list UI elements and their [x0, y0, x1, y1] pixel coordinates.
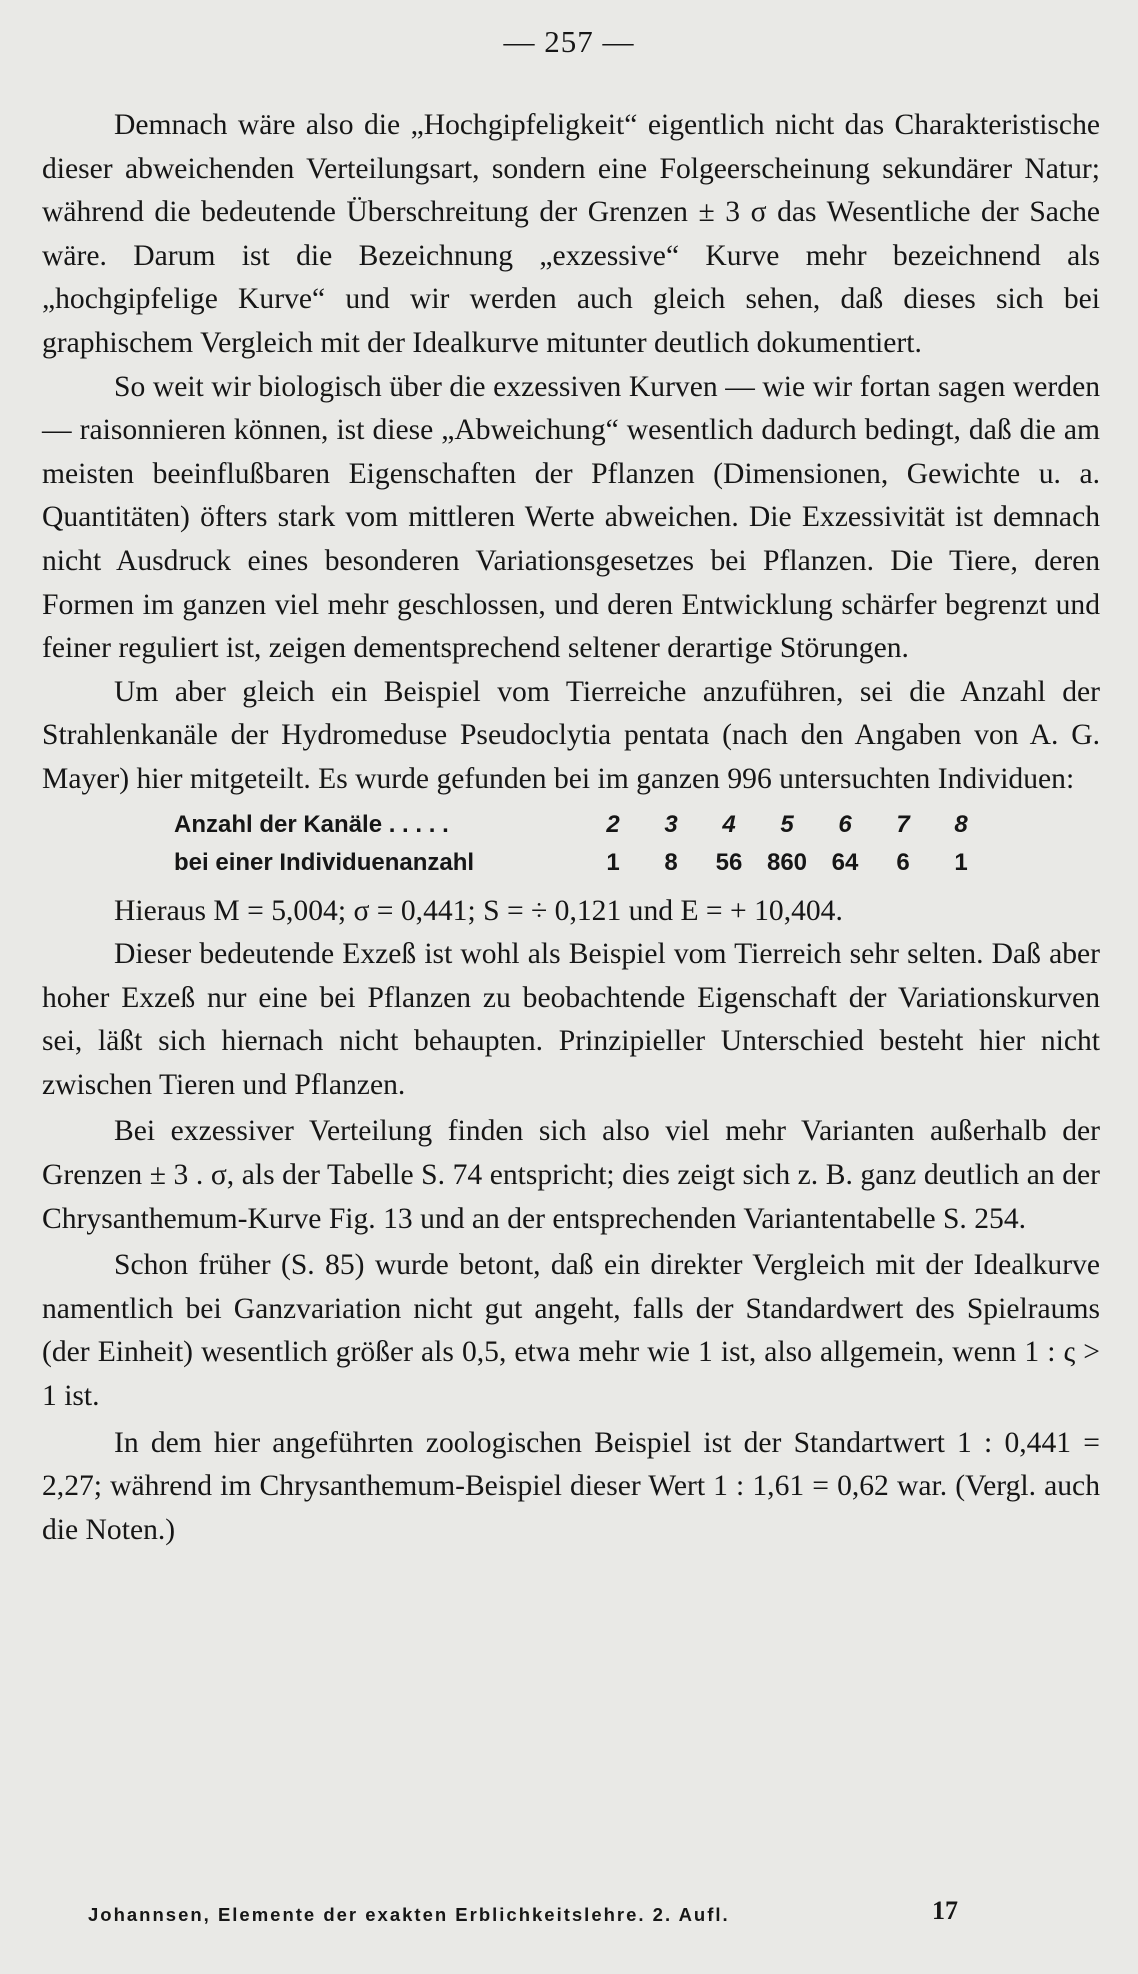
table-cell: 64	[831, 848, 859, 876]
paragraph-2: So weit wir biologisch über die exzessiven Kurven — wie wir fortan sagen werden — raisonnieren können, ist diese „Abweichung“ wesentlich dadurch bedingt, daß die am meisten beeinflußbaren Eigenschaften der Pflanzen (Dimensionen, Gewichte u. a. Quantitäten) öfters stark vom mittleren Werte abweichen. Die Exzessivität ist demnach nicht Ausdruck eines besonderen Variationsgesetzes bei Pflanzen. Die Tiere, deren Formen im ganzen viel mehr geschlossen, und deren Entwicklung schärfer begrenzt und feiner reguliert ist, zeigen dementsprechend seltener derartige Störungen.	[42, 370, 1100, 665]
table-row-canals	[174, 806, 990, 844]
table-cell: 4	[722, 810, 736, 838]
canal-count-table	[174, 806, 990, 882]
signature-mark: 17	[932, 1896, 958, 1925]
table-cell: 2	[606, 810, 620, 838]
page-number: — 257 —	[503, 24, 635, 59]
row-label-canals: Anzahl der Kanäle . . . . .	[174, 810, 449, 838]
table-cell: 1	[954, 848, 968, 876]
page-body	[42, 104, 1100, 1552]
paragraph-7: Schon früher (S. 85) wurde betont, daß ein direkter Vergleich mit der Idealkurve namentlich bei Ganzvariation nicht gut angeht, falls der Standardwert des Spielraums (der Einheit) wesentlich größer als 0,5, etwa mehr wie 1 ist, also allgemein, wenn 1 : ς > 1 ist.	[42, 1249, 1100, 1413]
table-cell: 7	[896, 810, 910, 838]
paragraph-1: Demnach wäre also die „Hochgipfeligkeit“ eigentlich nicht das Charakteristische dieser abweichenden Verteilungsart, sondern eine Folgeerscheinung sekundärer Natur; während die bedeutende Überschreitung der Grenzen ± 3 σ das Wesentliche der Sache wäre. Darum ist die Bezeichnung „exzessive“ Kurve mehr bezeichnend als „hochgipfelige Kurve“ und wir werden auch gleich sehen, daß dieses sich bei graphischem Vergleich mit der Idealkurve mitunter deutlich dokumentiert.	[42, 109, 1100, 359]
table-cell: 3	[664, 810, 678, 838]
paragraph-4: Hieraus M = 5,004; σ = 0,441; S = ÷ 0,121 und E = + 10,404.	[114, 894, 843, 927]
table-cell: 5	[780, 810, 794, 838]
row-label-individuals: bei einer Individuenanzahl	[174, 848, 475, 876]
table-cell: 8	[954, 810, 968, 838]
table-cell: 860	[766, 848, 808, 876]
table-row-individuals	[174, 844, 990, 882]
paragraph-5: Dieser bedeutende Exzeß ist wohl als Beispiel vom Tierreich sehr selten. Daß aber hoher Exzeß nur eine bei Pflanzen zu beobachtende Eigenschaft der Variationskurven sei, läßt sich hiernach nicht behaupten. Prinzipieller Unterschied besteht hier nicht zwischen Tieren und Pflanzen.	[42, 938, 1100, 1101]
table-cell: 8	[664, 848, 678, 876]
paragraph-8: In dem hier angeführten zoologischen Beispiel ist der Standartwert 1 : 0,441 = 2,27; während im Chrysanthemum-Beispiel dieser Wert 1 : 1,61 = 0,62 war. (Vergl. auch die Noten.)	[42, 1426, 1100, 1546]
paragraph-6: Bei exzessiver Verteilung finden sich also viel mehr Varianten außerhalb der Grenzen ± 3 . σ, als der Tabelle S. 74 entspricht; dies zeigt sich z. B. ganz deutlich an der Chrysanthemum-Kurve Fig. 13 und an der entsprechenden Variantentabelle S. 254.	[42, 1115, 1100, 1235]
page-footer	[88, 1896, 1088, 1926]
table-cell: 6	[838, 810, 852, 838]
table-cell: 6	[896, 848, 910, 876]
paragraph-3: Um aber gleich ein Beispiel vom Tierreiche anzuführen, sei die Anzahl der Strahlenkanäle der Hydromeduse Pseudoclytia pentata (nach den Angaben von A. G. Mayer) hier mitgeteilt. Es wurde gefunden bei im ganzen 996 untersuchten Individuen:	[42, 675, 1100, 795]
table-cell: 1	[606, 848, 620, 876]
footer-citation: Johannsen, Elemente der exakten Erblichkeitslehre. 2. Aufl.	[88, 1904, 730, 1925]
table-cell: 56	[715, 848, 743, 876]
